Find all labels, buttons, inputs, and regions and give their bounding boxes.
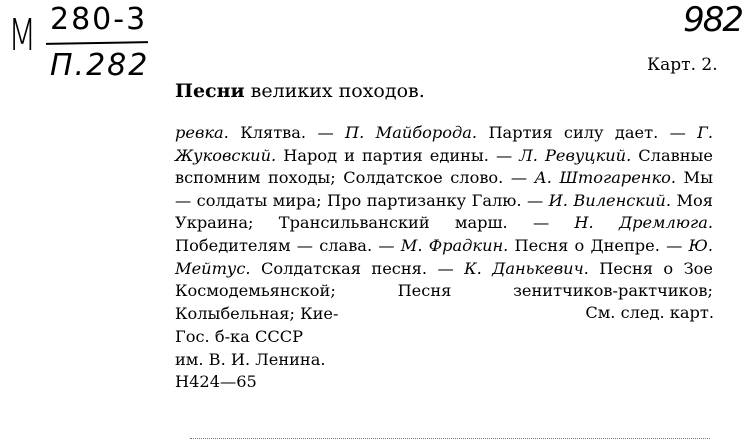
- imprint-line: Н424—65: [175, 372, 257, 391]
- song-list-text: Мы — солдаты мира; Про партизанку Галю. —: [175, 168, 713, 210]
- song-list-text: Песня о Днепре. —: [508, 235, 689, 255]
- card-body: [175, 122, 713, 325]
- author-name: М. Фрадкин.: [400, 235, 509, 255]
- author-name: Л. Ревуцкий.: [519, 145, 632, 165]
- author-name: А. Штогаренко.: [534, 168, 677, 188]
- song-list-text: Солдатская песня. —: [250, 258, 465, 278]
- corner-number: 982: [683, 0, 742, 40]
- library-imprint: [175, 326, 326, 394]
- song-list-text: Победителям — слава. —: [175, 235, 401, 255]
- title-rest: великих походов.: [244, 80, 425, 102]
- song-list-text: Партия силу дает. —: [477, 123, 698, 142]
- song-list-text: Славные вспомним походы; Солдатское слово. —: [175, 145, 713, 188]
- imprint-line: им. В. И. Ленина.: [175, 349, 326, 369]
- author-name: ревка.: [175, 123, 229, 142]
- author-name: К. Данькевич.: [464, 258, 589, 278]
- imprint-line: Гос. б-ка СССР: [175, 327, 303, 346]
- shelfmark-number-bottom: П.282: [50, 48, 150, 83]
- author-name: Ю. Мейтус.: [175, 235, 713, 278]
- shelfmark-divider: [46, 41, 148, 45]
- body-paragraph: [175, 122, 713, 325]
- author-name: П. Майборода.: [345, 123, 478, 142]
- continuation-note: См. след. карт.: [585, 303, 714, 322]
- author-name: Н. Дремлюга.: [574, 213, 714, 233]
- shelfmark-letter: М: [8, 10, 36, 61]
- song-list-text: Народ и партия едины. —: [276, 145, 520, 165]
- card-number: Карт. 2.: [647, 55, 718, 75]
- bottom-edge: [190, 438, 710, 440]
- author-name: И. Виленский.: [548, 190, 671, 210]
- card-title: [175, 80, 425, 102]
- song-list-text: Моя Украина; Трансильванский марш. —: [175, 190, 713, 233]
- song-list-text: Песня о Зое Космодемьянской; Песня зенитчиков-рактчиков; Колыбельная; Кие-: [175, 258, 713, 323]
- shelfmark-number-top: 280-3: [50, 2, 148, 37]
- author-name: Г. Жуковский.: [175, 123, 714, 165]
- title-bold: Песни: [175, 80, 245, 102]
- song-list-text: Клятва. —: [228, 123, 345, 142]
